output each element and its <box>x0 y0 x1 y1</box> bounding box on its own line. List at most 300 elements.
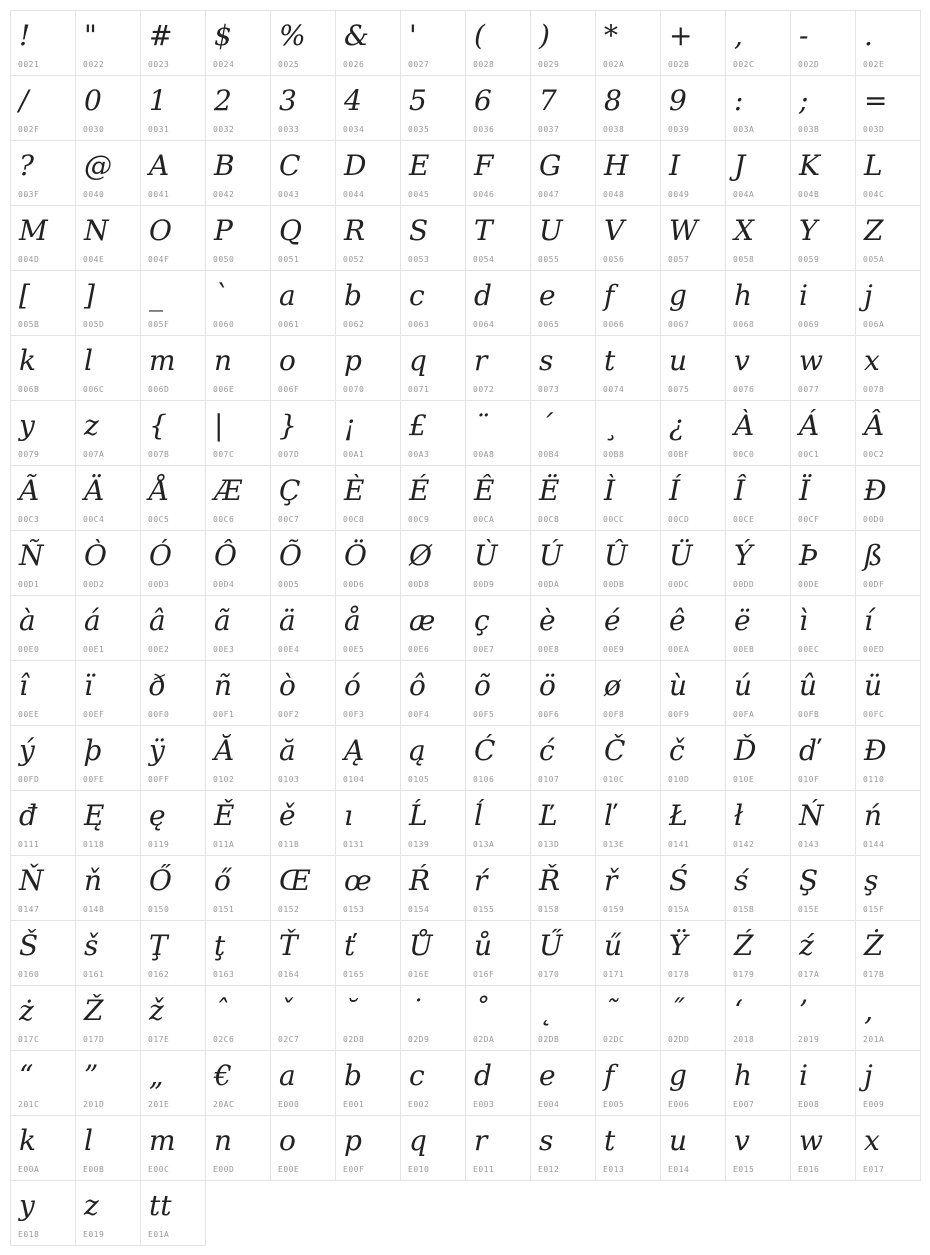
glyph-cell[interactable] <box>660 1115 726 1181</box>
glyph-cell[interactable] <box>270 530 336 596</box>
glyph-cell[interactable] <box>270 140 336 206</box>
glyph-cell[interactable] <box>725 400 791 466</box>
glyph-cell[interactable] <box>530 725 596 791</box>
glyph-cell[interactable] <box>725 205 791 271</box>
glyph-code-label: 00C8 <box>343 515 365 524</box>
glyph-cell[interactable] <box>530 400 596 466</box>
glyph-cell[interactable] <box>855 75 921 141</box>
glyph-cell[interactable] <box>335 270 401 336</box>
glyph-cell[interactable] <box>465 790 531 856</box>
glyph-cell[interactable] <box>595 530 661 596</box>
glyph-cell[interactable] <box>790 530 856 596</box>
glyph-cell[interactable] <box>855 465 921 531</box>
glyph-cell[interactable] <box>660 270 726 336</box>
glyph-cell[interactable] <box>465 270 531 336</box>
glyph-cell[interactable] <box>335 10 401 76</box>
glyph-cell[interactable] <box>75 335 141 401</box>
glyph-cell[interactable] <box>790 790 856 856</box>
glyph-cell[interactable] <box>465 595 531 661</box>
glyph-cell[interactable] <box>335 660 401 726</box>
glyph-cell[interactable] <box>400 465 466 531</box>
glyph-cell[interactable] <box>140 985 206 1051</box>
glyph-cell[interactable] <box>725 75 791 141</box>
glyph-cell[interactable] <box>10 465 76 531</box>
glyph-code-label: 005A <box>863 255 885 264</box>
glyph-cell[interactable] <box>400 595 466 661</box>
glyph-character: M <box>19 214 48 247</box>
glyph-cell[interactable] <box>530 140 596 206</box>
glyph-character: o <box>279 344 296 377</box>
glyph-cell[interactable] <box>725 530 791 596</box>
glyph-cell[interactable] <box>725 660 791 726</box>
glyph-cell[interactable] <box>205 920 271 986</box>
glyph-cell[interactable] <box>660 75 726 141</box>
glyph-cell[interactable] <box>10 985 76 1051</box>
glyph-cell[interactable] <box>790 205 856 271</box>
glyph-cell[interactable] <box>400 920 466 986</box>
glyph-cell[interactable] <box>205 855 271 921</box>
glyph-cell[interactable] <box>140 920 206 986</box>
glyph-cell[interactable] <box>530 205 596 271</box>
glyph-cell[interactable] <box>595 855 661 921</box>
glyph-cell[interactable] <box>205 1115 271 1181</box>
glyph-cell[interactable] <box>75 1050 141 1116</box>
glyph-cell[interactable] <box>205 595 271 661</box>
glyph-cell[interactable] <box>465 75 531 141</box>
glyph-character: ˘ <box>344 994 358 1027</box>
glyph-cell[interactable] <box>335 140 401 206</box>
glyph-cell[interactable] <box>790 140 856 206</box>
glyph-cell[interactable] <box>465 1050 531 1116</box>
glyph-character: Ţ <box>149 929 168 962</box>
glyph-character: ç <box>474 604 490 637</box>
glyph-code-label: E00C <box>148 1165 170 1174</box>
glyph-cell[interactable] <box>465 10 531 76</box>
glyph-cell[interactable] <box>855 1115 921 1181</box>
glyph-cell[interactable] <box>855 205 921 271</box>
glyph-cell[interactable] <box>465 1115 531 1181</box>
glyph-cell[interactable] <box>725 465 791 531</box>
glyph-cell[interactable] <box>75 660 141 726</box>
glyph-cell[interactable] <box>595 205 661 271</box>
glyph-cell[interactable] <box>855 530 921 596</box>
glyph-cell[interactable] <box>205 10 271 76</box>
glyph-cell[interactable] <box>790 985 856 1051</box>
glyph-cell[interactable] <box>595 595 661 661</box>
glyph-cell[interactable] <box>530 985 596 1051</box>
glyph-cell[interactable] <box>465 400 531 466</box>
glyph-cell[interactable] <box>10 855 76 921</box>
glyph-cell[interactable] <box>725 790 791 856</box>
glyph-cell[interactable] <box>205 75 271 141</box>
glyph-cell[interactable] <box>140 270 206 336</box>
glyph-cell[interactable] <box>465 530 531 596</box>
glyph-cell[interactable] <box>10 1115 76 1181</box>
glyph-cell[interactable] <box>205 1050 271 1116</box>
glyph-cell[interactable] <box>530 335 596 401</box>
glyph-cell[interactable] <box>530 530 596 596</box>
glyph-cell[interactable] <box>660 530 726 596</box>
glyph-cell[interactable] <box>855 660 921 726</box>
glyph-cell[interactable] <box>400 1115 466 1181</box>
glyph-cell[interactable] <box>75 725 141 791</box>
glyph-cell[interactable] <box>205 660 271 726</box>
glyph-cell[interactable] <box>660 1050 726 1116</box>
glyph-cell[interactable] <box>335 400 401 466</box>
glyph-cell[interactable] <box>10 725 76 791</box>
glyph-cell[interactable] <box>75 855 141 921</box>
glyph-cell[interactable] <box>140 790 206 856</box>
glyph-character: S <box>409 214 429 247</box>
glyph-code-label: 00DF <box>863 580 885 589</box>
glyph-cell[interactable] <box>790 400 856 466</box>
glyph-cell[interactable] <box>595 985 661 1051</box>
glyph-cell[interactable] <box>660 725 726 791</box>
glyph-cell[interactable] <box>530 10 596 76</box>
glyph-cell[interactable] <box>595 1050 661 1116</box>
glyph-cell[interactable] <box>660 10 726 76</box>
glyph-character: V <box>604 214 625 247</box>
glyph-cell[interactable] <box>530 595 596 661</box>
glyph-cell[interactable] <box>75 595 141 661</box>
glyph-cell[interactable] <box>75 465 141 531</box>
glyph-cell[interactable] <box>335 920 401 986</box>
glyph-cell[interactable] <box>595 400 661 466</box>
glyph-character: Ć <box>474 734 496 767</box>
glyph-cell[interactable] <box>140 400 206 466</box>
glyph-character: x <box>864 344 880 377</box>
glyph-cell[interactable] <box>205 985 271 1051</box>
glyph-cell[interactable] <box>400 75 466 141</box>
glyph-cell[interactable] <box>725 10 791 76</box>
glyph-code-label: 0131 <box>343 840 365 849</box>
glyph-cell[interactable] <box>270 985 336 1051</box>
glyph-cell[interactable] <box>205 465 271 531</box>
glyph-cell[interactable] <box>790 725 856 791</box>
glyph-character: + <box>669 19 693 52</box>
glyph-code-label: 00FF <box>148 775 170 784</box>
glyph-cell[interactable] <box>205 270 271 336</box>
glyph-cell[interactable] <box>595 725 661 791</box>
glyph-cell[interactable] <box>140 140 206 206</box>
glyph-cell[interactable] <box>855 985 921 1051</box>
glyph-cell[interactable] <box>400 855 466 921</box>
glyph-code-label: 0103 <box>278 775 300 784</box>
glyph-cell[interactable] <box>270 660 336 726</box>
glyph-cell[interactable] <box>400 140 466 206</box>
glyph-cell[interactable] <box>140 10 206 76</box>
glyph-cell[interactable] <box>530 75 596 141</box>
glyph-cell[interactable] <box>855 140 921 206</box>
glyph-cell[interactable] <box>530 270 596 336</box>
glyph-cell[interactable] <box>400 1050 466 1116</box>
glyph-cell[interactable] <box>595 1115 661 1181</box>
glyph-cell[interactable] <box>10 10 76 76</box>
glyph-cell[interactable] <box>140 725 206 791</box>
glyph-code-label: 00CA <box>473 515 495 524</box>
glyph-cell[interactable] <box>335 1115 401 1181</box>
glyph-cell[interactable] <box>270 465 336 531</box>
glyph-code-label: 0142 <box>733 840 755 849</box>
glyph-cell[interactable] <box>335 530 401 596</box>
glyph-cell[interactable] <box>725 270 791 336</box>
glyph-cell[interactable] <box>270 205 336 271</box>
glyph-cell[interactable] <box>270 595 336 661</box>
glyph-cell[interactable] <box>595 465 661 531</box>
glyph-cell[interactable] <box>270 790 336 856</box>
glyph-cell[interactable] <box>855 725 921 791</box>
glyph-cell[interactable] <box>855 1050 921 1116</box>
glyph-cell[interactable] <box>530 920 596 986</box>
glyph-cell[interactable] <box>660 985 726 1051</box>
glyph-cell[interactable] <box>595 920 661 986</box>
glyph-cell[interactable] <box>205 790 271 856</box>
glyph-cell[interactable] <box>725 1115 791 1181</box>
glyph-cell[interactable] <box>530 1050 596 1116</box>
glyph-code-label: 0063 <box>408 320 430 329</box>
glyph-cell[interactable] <box>595 335 661 401</box>
glyph-code-label: 003F <box>18 190 40 199</box>
glyph-character: L <box>864 149 883 182</box>
glyph-cell[interactable] <box>855 270 921 336</box>
glyph-cell[interactable] <box>10 75 76 141</box>
glyph-cell[interactable] <box>205 725 271 791</box>
glyph-code-label: 0024 <box>213 60 235 69</box>
glyph-cell[interactable] <box>270 1050 336 1116</box>
glyph-cell[interactable] <box>400 725 466 791</box>
glyph-cell[interactable] <box>10 335 76 401</box>
glyph-cell[interactable] <box>75 140 141 206</box>
glyph-code-label: 00EC <box>798 645 820 654</box>
glyph-code-label: 00CE <box>733 515 755 524</box>
glyph-cell[interactable] <box>790 920 856 986</box>
glyph-cell[interactable] <box>10 270 76 336</box>
glyph-cell[interactable] <box>335 855 401 921</box>
glyph-cell[interactable] <box>725 855 791 921</box>
glyph-cell[interactable] <box>465 725 531 791</box>
glyph-cell[interactable] <box>725 335 791 401</box>
glyph-cell[interactable] <box>75 205 141 271</box>
glyph-cell[interactable] <box>270 725 336 791</box>
glyph-cell[interactable] <box>790 270 856 336</box>
glyph-cell[interactable] <box>335 1050 401 1116</box>
glyph-cell[interactable] <box>400 400 466 466</box>
glyph-cell[interactable] <box>530 1115 596 1181</box>
glyph-character: N <box>84 214 109 247</box>
glyph-cell[interactable] <box>335 335 401 401</box>
glyph-cell[interactable] <box>790 1050 856 1116</box>
glyph-code-label: E00A <box>18 1165 40 1174</box>
glyph-cell[interactable] <box>855 10 921 76</box>
glyph-cell[interactable] <box>465 205 531 271</box>
glyph-code-label: 010F <box>798 775 820 784</box>
glyph-cell[interactable] <box>270 75 336 141</box>
glyph-cell[interactable] <box>335 790 401 856</box>
glyph-cell[interactable] <box>660 855 726 921</box>
glyph-cell[interactable] <box>75 1180 141 1246</box>
glyph-cell[interactable] <box>10 920 76 986</box>
glyph-cell[interactable] <box>335 725 401 791</box>
glyph-cell[interactable] <box>10 1050 76 1116</box>
glyph-cell[interactable] <box>205 205 271 271</box>
glyph-cell[interactable] <box>400 530 466 596</box>
glyph-cell[interactable] <box>465 985 531 1051</box>
glyph-cell[interactable] <box>270 270 336 336</box>
glyph-cell[interactable] <box>335 595 401 661</box>
glyph-code-label: 00C6 <box>213 515 235 524</box>
glyph-cell[interactable] <box>790 465 856 531</box>
glyph-cell[interactable] <box>75 530 141 596</box>
glyph-cell[interactable] <box>465 465 531 531</box>
glyph-code-label: 0042 <box>213 190 235 199</box>
glyph-cell[interactable] <box>465 140 531 206</box>
glyph-cell[interactable] <box>465 855 531 921</box>
glyph-cell[interactable] <box>400 985 466 1051</box>
glyph-code-label: 0053 <box>408 255 430 264</box>
glyph-cell[interactable] <box>660 465 726 531</box>
glyph-cell[interactable] <box>790 855 856 921</box>
glyph-cell[interactable] <box>140 335 206 401</box>
glyph-code-label: 00E4 <box>278 645 300 654</box>
glyph-cell[interactable] <box>205 400 271 466</box>
glyph-cell[interactable] <box>595 790 661 856</box>
glyph-cell[interactable] <box>400 790 466 856</box>
glyph-cell[interactable] <box>140 660 206 726</box>
glyph-character: € <box>214 1059 232 1092</box>
glyph-cell[interactable] <box>205 335 271 401</box>
glyph-cell[interactable] <box>10 400 76 466</box>
glyph-cell[interactable] <box>530 660 596 726</box>
glyph-cell[interactable] <box>75 400 141 466</box>
glyph-cell[interactable] <box>140 465 206 531</box>
glyph-character: ï <box>84 669 93 702</box>
glyph-cell[interactable] <box>270 400 336 466</box>
glyph-character: h <box>734 279 753 312</box>
glyph-cell[interactable] <box>855 335 921 401</box>
glyph-cell[interactable] <box>10 595 76 661</box>
glyph-cell[interactable] <box>530 855 596 921</box>
glyph-cell[interactable] <box>660 920 726 986</box>
glyph-cell[interactable] <box>790 75 856 141</box>
glyph-character: Í <box>669 474 681 507</box>
glyph-cell[interactable] <box>75 920 141 986</box>
glyph-character: ŕ <box>474 864 488 897</box>
glyph-cell[interactable] <box>725 985 791 1051</box>
glyph-code-label: 004C <box>863 190 885 199</box>
glyph-cell[interactable] <box>205 140 271 206</box>
glyph-cell[interactable] <box>270 855 336 921</box>
glyph-cell[interactable] <box>790 595 856 661</box>
glyph-cell[interactable] <box>75 75 141 141</box>
glyph-cell[interactable] <box>855 790 921 856</box>
glyph-cell[interactable] <box>335 465 401 531</box>
glyph-cell[interactable] <box>140 75 206 141</box>
glyph-cell[interactable] <box>855 400 921 466</box>
glyph-cell[interactable] <box>335 985 401 1051</box>
glyph-cell[interactable] <box>855 855 921 921</box>
glyph-cell[interactable] <box>790 1115 856 1181</box>
glyph-cell[interactable] <box>660 205 726 271</box>
glyph-cell[interactable] <box>790 10 856 76</box>
glyph-cell[interactable] <box>400 660 466 726</box>
glyph-code-label: 00F8 <box>603 710 625 719</box>
glyph-cell[interactable] <box>10 660 76 726</box>
glyph-cell[interactable] <box>75 790 141 856</box>
glyph-cell[interactable] <box>465 660 531 726</box>
glyph-cell[interactable] <box>270 1115 336 1181</box>
glyph-cell[interactable] <box>530 465 596 531</box>
glyph-character: i <box>799 279 808 312</box>
glyph-cell[interactable] <box>595 660 661 726</box>
glyph-cell[interactable] <box>465 335 531 401</box>
glyph-cell[interactable] <box>140 1115 206 1181</box>
glyph-cell[interactable] <box>75 985 141 1051</box>
glyph-cell[interactable] <box>75 10 141 76</box>
glyph-cell[interactable] <box>725 140 791 206</box>
glyph-cell[interactable] <box>400 270 466 336</box>
glyph-cell[interactable] <box>335 205 401 271</box>
glyph-cell[interactable] <box>270 10 336 76</box>
glyph-cell[interactable] <box>400 10 466 76</box>
glyph-cell[interactable] <box>10 1180 76 1246</box>
glyph-cell[interactable] <box>530 790 596 856</box>
glyph-cell[interactable] <box>790 660 856 726</box>
glyph-cell[interactable] <box>10 790 76 856</box>
glyph-cell[interactable] <box>75 1115 141 1181</box>
glyph-code-label: 00C9 <box>408 515 430 524</box>
glyph-character: 7 <box>539 84 557 117</box>
glyph-cell[interactable] <box>10 140 76 206</box>
glyph-cell[interactable] <box>75 270 141 336</box>
glyph-cell[interactable] <box>595 270 661 336</box>
glyph-cell[interactable] <box>140 855 206 921</box>
glyph-cell[interactable] <box>725 595 791 661</box>
glyph-cell[interactable] <box>855 920 921 986</box>
glyph-cell[interactable] <box>335 75 401 141</box>
glyph-code-label: 00E7 <box>473 645 495 654</box>
glyph-cell[interactable] <box>400 335 466 401</box>
glyph-cell[interactable] <box>595 10 661 76</box>
glyph-cell[interactable] <box>725 1050 791 1116</box>
glyph-cell[interactable] <box>465 920 531 986</box>
glyph-cell[interactable] <box>660 400 726 466</box>
glyph-cell[interactable] <box>595 140 661 206</box>
glyph-cell[interactable] <box>660 140 726 206</box>
glyph-character: ; <box>799 84 809 117</box>
glyph-cell[interactable] <box>205 530 271 596</box>
glyph-cell[interactable] <box>595 75 661 141</box>
glyph-cell[interactable] <box>790 335 856 401</box>
glyph-cell[interactable] <box>10 205 76 271</box>
glyph-character: Ì <box>604 474 616 507</box>
glyph-cell[interactable] <box>660 660 726 726</box>
glyph-cell[interactable] <box>725 920 791 986</box>
glyph-cell[interactable] <box>660 790 726 856</box>
glyph-cell[interactable] <box>660 335 726 401</box>
glyph-cell[interactable] <box>660 595 726 661</box>
glyph-cell[interactable] <box>140 530 206 596</box>
glyph-cell[interactable] <box>270 335 336 401</box>
glyph-cell[interactable] <box>140 1050 206 1116</box>
glyph-cell[interactable] <box>270 920 336 986</box>
glyph-cell[interactable] <box>725 725 791 791</box>
glyph-cell[interactable] <box>140 595 206 661</box>
glyph-cell[interactable] <box>140 205 206 271</box>
glyph-cell[interactable] <box>855 595 921 661</box>
glyph-cell[interactable] <box>140 1180 206 1246</box>
glyph-cell[interactable] <box>10 530 76 596</box>
glyph-cell[interactable] <box>400 205 466 271</box>
